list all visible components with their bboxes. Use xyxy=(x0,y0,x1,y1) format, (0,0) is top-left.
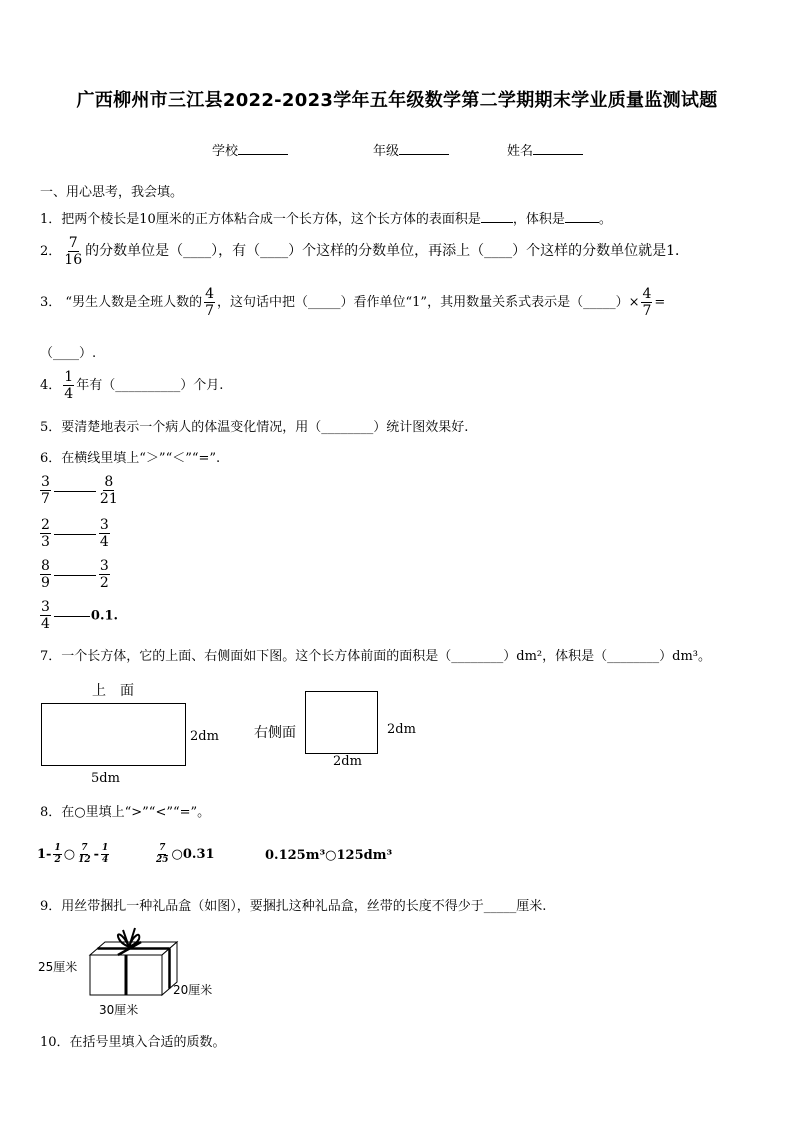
q8-item-3[interactable]: 0.125m³○125dm³ xyxy=(265,848,393,863)
name-field xyxy=(507,140,583,159)
q6-compare-row-1 xyxy=(38,475,121,506)
q7-top-width-label: 5dm xyxy=(91,771,120,786)
question-7 xyxy=(40,645,711,664)
q6-number: 6． xyxy=(40,451,62,466)
q1-text-b: ，体积是 xyxy=(512,212,565,227)
q4-text: 年有（__________）个月. xyxy=(76,378,224,393)
q3-text-c: = xyxy=(654,295,666,310)
q1-blank-volume[interactable] xyxy=(565,211,599,223)
q8-i1-fraction-2: $\frac{7}{12}$ xyxy=(78,843,91,865)
q6-compare-row-2 xyxy=(38,518,112,549)
q7-side-face-label: 右侧面 xyxy=(254,725,296,741)
q3-fraction: $\frac{4}{7}$ xyxy=(205,286,214,319)
q5-text: 要清楚地表示一个病人的体温变化情况，用（________）统计图效果好. xyxy=(61,420,469,435)
q1-text-a: 把两个棱长是10厘米的正方体粘合成一个长方体，这个长方体的表面积是 xyxy=(61,212,481,227)
q6-r1-blank[interactable] xyxy=(54,490,96,492)
question-8 xyxy=(40,801,210,820)
q9-depth-label: 20厘米 xyxy=(173,983,213,997)
grade-field xyxy=(373,140,449,159)
q1-blank-area[interactable] xyxy=(481,211,513,223)
q3-text-a: “男生人数是全班人数的 xyxy=(65,295,203,310)
q9-number: 9． xyxy=(40,899,62,914)
section-heading: 一、用心思考，我会填。 xyxy=(40,185,184,200)
q8-i1-whole: 1 xyxy=(37,847,47,862)
q7-text: 一个长方体，它的上面、右侧面如下图。这个长方体前面的面积是（________）dm²，体积是（________）dm³。 xyxy=(61,649,712,664)
question-1 xyxy=(40,208,612,227)
question-4 xyxy=(40,370,223,401)
q3-text-b: ，这句话中把（_____）看作单位“1”，其用数量关系式表示是（_____）× xyxy=(217,295,640,310)
q8-number: 8． xyxy=(40,805,62,820)
q6-r4-right-value: 0.1. xyxy=(90,608,119,624)
name-label: 姓名 xyxy=(507,144,534,159)
q6-r2-blank[interactable] xyxy=(54,533,96,535)
q6-compare-row-3 xyxy=(38,559,112,590)
q4-number: 4． xyxy=(40,378,62,393)
q8-i2-compare[interactable]: ○0.31 xyxy=(171,847,215,862)
q6-r3-right-fraction: $\frac{3}{2}$ xyxy=(99,558,109,591)
q4-fraction: $\frac{1}{4}$ xyxy=(64,369,74,402)
school-field xyxy=(212,140,288,159)
q7-top-face-rect xyxy=(41,703,186,766)
q6-r2-right-fraction: $\frac{3}{4}$ xyxy=(99,517,109,550)
question-2 xyxy=(40,236,689,267)
question-10 xyxy=(40,1031,226,1050)
q1-text-c: 。 xyxy=(598,212,612,227)
q6-r3-blank[interactable] xyxy=(54,574,96,576)
q8-item-1 xyxy=(37,844,111,865)
name-blank[interactable] xyxy=(533,143,583,155)
q3-continuation: （____）. xyxy=(40,346,97,361)
q8-i1-fraction-3: $\frac{1}{4}$ xyxy=(102,843,109,865)
q8-text: 在○里填上“>”“<”“=”。 xyxy=(61,805,211,820)
q10-number: 10． xyxy=(40,1035,70,1050)
grade-blank[interactable] xyxy=(399,143,449,155)
q8-i1-circle[interactable]: ○ xyxy=(63,847,76,862)
q7-side-face-rect xyxy=(305,691,378,754)
q7-top-face-label: 上 面 xyxy=(92,683,134,699)
question-9 xyxy=(40,895,546,914)
q6-r1-right-fraction: $\frac{8}{21}$ xyxy=(99,474,118,507)
q3-number: 3． xyxy=(40,295,62,310)
q6-r1-left-fraction: $\frac{3}{7}$ xyxy=(41,474,50,507)
q1-number: 1． xyxy=(40,212,62,227)
q2-fraction: $\frac{7}{16}$ xyxy=(64,235,83,268)
q8-item-2 xyxy=(153,844,215,865)
question-5 xyxy=(40,416,468,435)
q9-height-label: 25厘米 xyxy=(38,960,78,974)
q10-text: 在括号里填入合适的质数。 xyxy=(69,1035,226,1050)
q7-side-height-label: 2dm xyxy=(387,722,416,737)
q7-side-width-label: 2dm xyxy=(333,754,362,769)
q8-i1-minus-1: - xyxy=(46,847,52,862)
q3-fraction-2: $\frac{4}{7}$ xyxy=(642,286,652,319)
school-label: 学校 xyxy=(212,144,239,159)
school-blank[interactable] xyxy=(238,143,288,155)
grade-label: 年级 xyxy=(373,144,400,159)
q5-number: 5． xyxy=(40,420,62,435)
q6-r4-blank[interactable] xyxy=(54,615,90,617)
q6-r2-left-fraction: $\frac{2}{3}$ xyxy=(41,517,50,550)
q9-width-label: 30厘米 xyxy=(99,1003,139,1017)
q7-number: 7． xyxy=(40,649,62,664)
q6-r4-left-fraction: $\frac{3}{4}$ xyxy=(41,599,50,632)
page-title: 广西柳州市三江县2022-2023学年五年级数学第二学期期末学业质量监测试题 xyxy=(76,90,718,111)
q2-number: 2． xyxy=(40,244,62,259)
q9-text: 用丝带捆扎一种礼品盒（如图），要捆扎这种礼品盒，丝带的长度不得少于_____厘米. xyxy=(61,899,547,914)
q8-i2-fraction: $\frac{7}{25}$ xyxy=(156,843,169,865)
q8-i1-minus-2: - xyxy=(93,847,99,862)
q6-text: 在横线里填上“＞”“＜”“=”. xyxy=(61,451,221,466)
q7-top-height-label: 2dm xyxy=(190,729,219,744)
q8-i1-fraction-1: $\frac{1}{2}$ xyxy=(54,843,61,865)
q6-r3-left-fraction: $\frac{8}{9}$ xyxy=(41,558,50,591)
question-6 xyxy=(40,447,220,466)
q2-text: 的分数单位是（____），有（____）个这样的分数单位，再添上（____）个这样的分数单位就是1． xyxy=(85,243,690,259)
q6-compare-row-4 xyxy=(38,600,118,631)
question-3 xyxy=(40,287,665,318)
